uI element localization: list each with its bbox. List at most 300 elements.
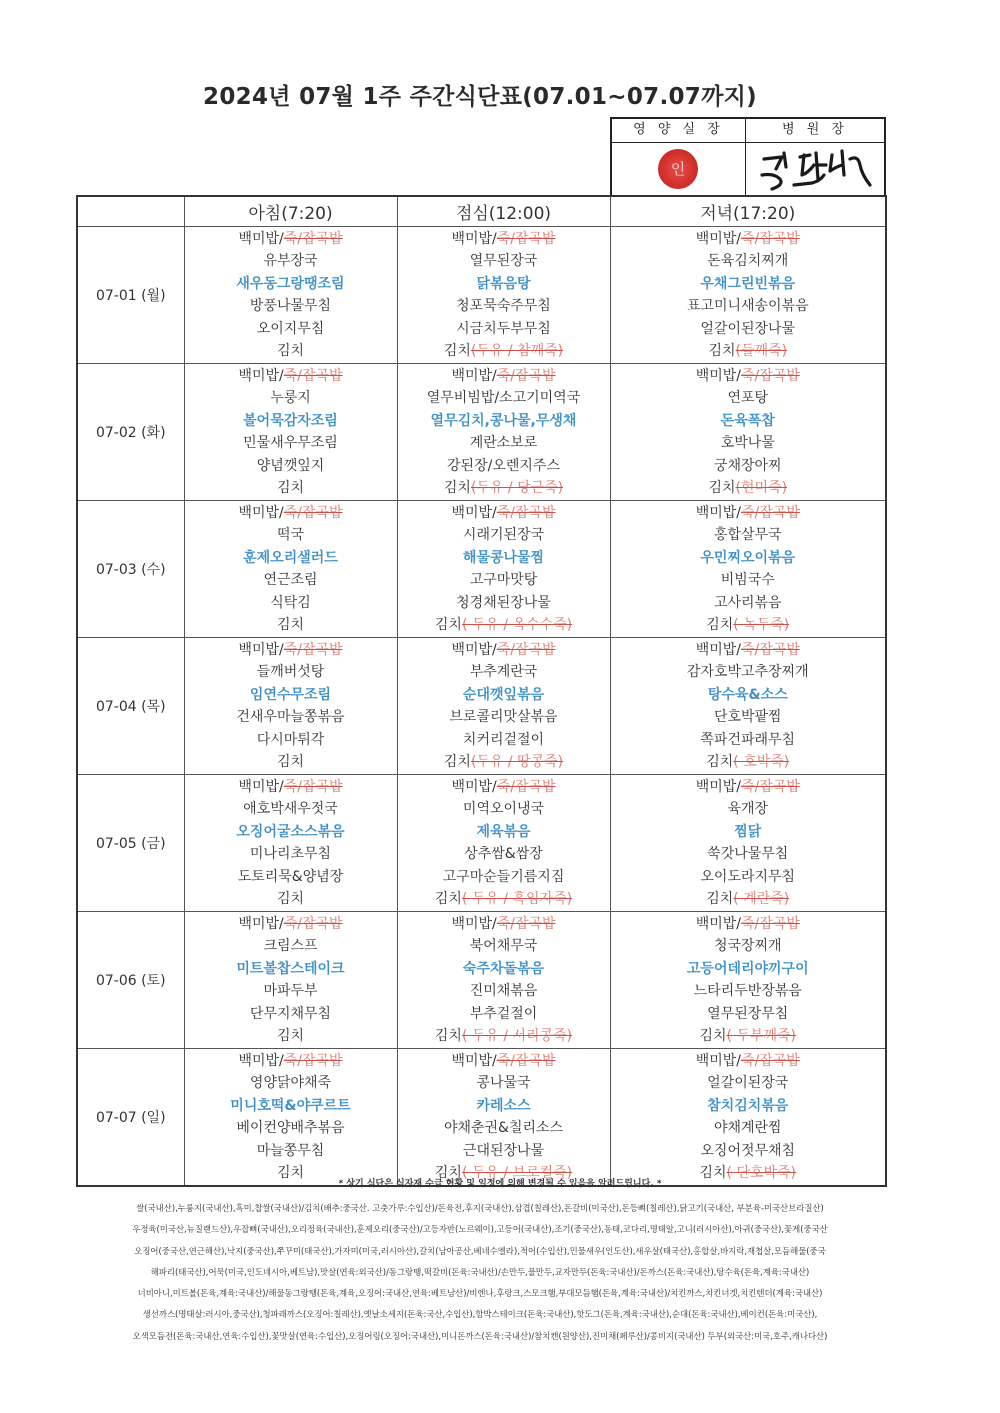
menu-item (611, 866, 886, 889)
menu-item-text: 양념깻잎지 (256, 457, 325, 474)
menu-item-text: 백미밥/ (451, 504, 497, 521)
menu-item-text: 식탁김 (270, 594, 311, 611)
menu-item (185, 1117, 397, 1140)
menu-item-text: 연포탕 (727, 390, 769, 406)
struck-alternative: 죽/잡곡밥 (496, 367, 556, 384)
menu-item-text: 열무된장국 (469, 253, 538, 269)
menu-item-text: 단호박팥찜 (713, 709, 782, 725)
menu-item-text: 연근조림 (263, 572, 318, 588)
menu-item-text: 김치 (276, 754, 305, 770)
menu-item (185, 365, 397, 388)
menu-item (185, 477, 397, 500)
struck-alternative: ( 두유 / 흑임자죽) (461, 891, 573, 907)
day-row (77, 226, 886, 363)
menu-item (611, 729, 886, 752)
menu-item-main-dish (611, 821, 886, 844)
menu-item (185, 935, 397, 958)
menu-item-text: 다시마튀각 (256, 731, 325, 748)
menu-item-text: 오이지무침 (256, 320, 325, 337)
menu-item-text: 건새우마늘쫑볶음 (236, 709, 345, 725)
menu-item (611, 318, 886, 341)
menu-item-main-dish (398, 547, 610, 570)
header-lunch: 점심(12:00) (397, 196, 610, 226)
menu-item-main-dish (185, 684, 397, 707)
day-label: 07-04 (목) (77, 637, 184, 774)
menu-item (611, 340, 886, 363)
menu-item (611, 661, 886, 684)
menu-item (185, 524, 397, 547)
menu-item-text: 미나리초무침 (249, 846, 332, 862)
day-row (77, 911, 886, 1048)
header-row (77, 196, 886, 226)
menu-item (611, 913, 886, 936)
menu-item-main-dish (611, 1095, 886, 1118)
menu-item-text: 비빔국수 (720, 572, 775, 588)
menu-item (185, 614, 397, 637)
menu-item-text: 참치김치볶음 (707, 1097, 789, 1114)
menu-item-text: 강된장/오렌지주스 (447, 457, 560, 474)
origin-line: 너비아니,미트볼(돈육,계육:국내산)/해물동그랑땡(돈육,계육,오징어:국내산,연육:베트남산)/비엔나,후랑크,스모크햄,부대모듬햄(돈육,계육:국내산)/치킨까스,치킨너겟,치킨텐더(계육:국내산) (137, 1288, 823, 1299)
struck-alternative: 죽/잡곡밥 (740, 504, 800, 521)
menu-item (398, 340, 610, 363)
struck-alternative: ( 두부깨죽) (726, 1028, 797, 1044)
day-label: 07-01 (월) (77, 226, 184, 363)
menu-item (185, 502, 397, 525)
menu-item-text: 백미밥/ (695, 367, 741, 384)
origin-info (70, 1198, 890, 1347)
menu-item-text: 호박나물 (720, 435, 775, 451)
menu-item (611, 455, 886, 478)
menu-item-main-dish (611, 547, 886, 570)
menu-item-text: 쑥갓나물무침 (707, 846, 789, 862)
menu-item-text: 시금치두부무침 (456, 320, 551, 337)
menu-item (185, 980, 397, 1003)
lunch-cell (397, 911, 610, 1048)
menu-item-main-dish (611, 684, 886, 707)
menu-item-text: 카레소스 (476, 1097, 531, 1114)
change-notice: * 상기 식단은 식자재 수급 현황 및 일정에 의해 변경될 수 있음을 알려드립니다. * (338, 1179, 662, 1189)
menu-item-main-dish (611, 958, 886, 981)
menu-item-text: 백미밥/ (695, 641, 741, 658)
menu-item (611, 1072, 886, 1095)
struck-alternative: 죽/잡곡밥 (283, 367, 343, 384)
menu-item-text: 계란소보로 (469, 435, 538, 451)
menu-item (398, 935, 610, 958)
menu-item-text: 오징어굴소스볶음 (236, 823, 345, 840)
menu-item-text: 브로콜리맛살볶음 (449, 709, 558, 725)
menu-item-text: 치커리겉절이 (462, 731, 545, 748)
menu-item-text: 백미밥/ (451, 367, 497, 384)
menu-item-text: 찜닭 (734, 823, 762, 840)
struck-alternative: (두유 / 참깨죽) (470, 343, 564, 359)
nutritionist-label: 영 양 실 장 (612, 119, 746, 143)
menu-item-text: 김치 (708, 480, 736, 496)
struck-alternative: 죽/잡곡밥 (740, 230, 800, 247)
menu-item-text: 김치 (699, 1165, 727, 1181)
menu-item-text: 돈육김치찌개 (707, 253, 789, 269)
menu-item (185, 318, 397, 341)
menu-item-text: 방풍나물무침 (249, 298, 332, 314)
menu-item (611, 751, 886, 774)
menu-item (611, 1050, 886, 1073)
menu-item (398, 432, 610, 455)
struck-alternative: ( 두유 / 옥수수죽) (461, 617, 573, 633)
struck-alternative: 죽/잡곡밥 (496, 1052, 556, 1069)
menu-item-text: 김치 (443, 480, 471, 496)
menu-item-text: 들깨버섯탕 (256, 664, 325, 680)
breakfast-cell (184, 774, 397, 911)
menu-item-text: 도토리묵&양념장 (237, 868, 344, 885)
menu-item (398, 888, 610, 911)
menu-item-text: 마파두부 (263, 983, 318, 999)
menu-item-text: 김치 (434, 1165, 462, 1181)
menu-item (185, 661, 397, 684)
struck-alternative: 죽/잡곡밥 (740, 778, 800, 795)
menu-item-text: 백미밥/ (238, 230, 284, 247)
menu-item (398, 1050, 610, 1073)
menu-item (398, 502, 610, 525)
struck-alternative: (들깨죽) (735, 343, 788, 359)
struck-alternative: 죽/잡곡밥 (283, 915, 343, 932)
menu-item-text: 백미밥/ (451, 641, 497, 658)
menu-item (185, 592, 397, 615)
struck-alternative: 죽/잡곡밥 (740, 641, 800, 658)
menu-item (398, 455, 610, 478)
menu-item-main-dish (398, 1095, 610, 1118)
menu-item-text: 육개장 (727, 801, 769, 817)
menu-item (185, 866, 397, 889)
menu-item-text: 김치 (434, 891, 462, 907)
origin-line: 우정육(미국산,뉴질랜드산),우잡뼈(국내산),오리정육(국내산),훈제오리(중국산)/고등자반(노르웨이),고등어(국내산),조기(중국산),동태,코다리,명태알,고니(러시아산),아귀(중국산),꽃게(중국산 (132, 1224, 828, 1235)
menu-item-text: 백미밥/ (451, 230, 497, 247)
day-label: 07-07 (일) (77, 1048, 184, 1186)
breakfast-cell (184, 363, 397, 500)
struck-alternative: 죽/잡곡밥 (283, 778, 343, 795)
menu-item (398, 1003, 610, 1026)
menu-item (185, 888, 397, 911)
menu-item-text: 표고미니새송이볶음 (686, 298, 809, 314)
menu-item (185, 1025, 397, 1048)
handwritten-signature (754, 145, 878, 193)
day-row (77, 774, 886, 911)
menu-item-text: 민물새우무조림 (243, 435, 338, 451)
menu-item-text: 우채그린빈볶음 (700, 275, 796, 292)
day-row (77, 500, 886, 637)
director-label: 병 원 장 (746, 119, 884, 143)
menu-item (398, 365, 610, 388)
dinner-cell (610, 637, 886, 774)
menu-item-text: 백미밥/ (238, 641, 284, 658)
struck-alternative: ( 두유 / 브로컬죽) (461, 1165, 573, 1181)
menu-item-main-dish (185, 273, 397, 296)
menu-item (398, 524, 610, 547)
menu-item-text: 진미채볶음 (469, 983, 538, 999)
lunch-cell (397, 363, 610, 500)
menu-item-main-dish (185, 547, 397, 570)
menu-item (611, 843, 886, 866)
menu-item (611, 935, 886, 958)
menu-item (185, 751, 397, 774)
menu-item-text: 백미밥/ (238, 1052, 284, 1069)
menu-item (611, 295, 886, 318)
menu-item-text: 야채춘권&칠리소스 (443, 1120, 564, 1136)
menu-item-text: 쪽파건파래무침 (700, 731, 796, 748)
breakfast-cell (184, 1048, 397, 1186)
day-row (77, 637, 886, 774)
struck-alternative: ( 두유 / 서리콩죽) (461, 1028, 573, 1044)
menu-item-text: 열무김치,콩나물,무생채 (430, 412, 577, 429)
origin-line: 쌀(국내산),누룽지(국내산),흑미,찹쌀(국내산)/김치(배추:중국산. 고춧가루:수입산)/돈육전,후지(국내산),삼겹(칠레산),돈갈비(미국산),돈등뼈(칠레산),닭고기(국내산, 부분육-미국산브라질산) (136, 1203, 824, 1213)
struck-alternative: 죽/잡곡밥 (283, 1052, 343, 1069)
menu-item (611, 502, 886, 525)
menu-item (611, 432, 886, 455)
menu-item (398, 592, 610, 615)
menu-item (611, 1025, 886, 1048)
menu-item-text: 순대깻잎볶음 (462, 686, 545, 703)
struck-alternative: ( 계란죽) (733, 891, 790, 907)
menu-item-text: 김치 (699, 1028, 727, 1044)
menu-item-text: 김치 (434, 617, 462, 633)
breakfast-cell (184, 500, 397, 637)
struck-alternative: 죽/잡곡밥 (740, 367, 800, 384)
menu-item-text: 마늘쫑무침 (256, 1142, 325, 1159)
menu-item (185, 455, 397, 478)
menu-item-text: 김치 (276, 1028, 305, 1044)
menu-item-text: 김치 (276, 891, 305, 907)
struck-alternative: 죽/잡곡밥 (496, 230, 556, 247)
seal-stamp: 인 (658, 149, 698, 189)
menu-item (398, 1140, 610, 1163)
menu-item-text: 김치 (434, 1028, 462, 1044)
menu-item (185, 1072, 397, 1095)
menu-item-main-dish (185, 410, 397, 433)
menu-item-text: 김치 (276, 1165, 305, 1181)
menu-item (398, 477, 610, 500)
menu-item (611, 592, 886, 615)
struck-alternative: ( 녹두죽) (733, 617, 790, 633)
menu-item (611, 614, 886, 637)
menu-item-text: 김치 (706, 891, 734, 907)
menu-item-main-dish (611, 410, 886, 433)
menu-item-text: 김치 (276, 343, 305, 359)
menu-item (398, 1117, 610, 1140)
menu-item (185, 1140, 397, 1163)
menu-item-main-dish (398, 821, 610, 844)
menu-item-text: 콩나물국 (476, 1075, 531, 1091)
struck-alternative: ( 호박죽) (733, 754, 790, 770)
menu-item (611, 1140, 886, 1163)
struck-alternative: 죽/잡곡밥 (496, 641, 556, 658)
breakfast-cell (184, 911, 397, 1048)
menu-item-text: 영양닭야채죽 (249, 1075, 332, 1091)
menu-item (611, 706, 886, 729)
menu-item-text: 제육볶음 (476, 823, 531, 840)
menu-item-text: 임연수무조림 (249, 686, 332, 703)
menu-item-text: 백미밥/ (238, 915, 284, 932)
menu-item-text: 탕수육&소스 (707, 686, 788, 703)
menu-item (398, 639, 610, 662)
breakfast-cell (184, 226, 397, 363)
menu-item (185, 1003, 397, 1026)
menu-item-text: 단무지채무침 (249, 1005, 332, 1022)
menu-item (398, 798, 610, 821)
menu-item-text: 감자호박고추장찌개 (686, 664, 809, 680)
header-breakfast: 아침(7:20) (184, 196, 397, 226)
day-label: 07-05 (금) (77, 774, 184, 911)
menu-item (611, 250, 886, 273)
struck-alternative: 죽/잡곡밥 (283, 504, 343, 521)
menu-item-text: 유부장국 (263, 253, 318, 269)
menu-item-text: 김치 (706, 754, 734, 770)
menu-item (398, 250, 610, 273)
menu-item-text: 닭볶음탕 (476, 275, 531, 292)
menu-item (185, 569, 397, 592)
menu-item-text: 훈제오리샐러드 (243, 549, 338, 566)
day-row (77, 363, 886, 500)
menu-item-text: 청국장찌개 (713, 938, 782, 954)
menu-item-text: 미트볼찹스테이크 (236, 960, 345, 977)
menu-item-text: 북어채무국 (469, 938, 538, 954)
struck-alternative: (두유 / 땅콩죽) (470, 754, 564, 770)
menu-item-text: 누룽지 (270, 390, 311, 406)
menu-item-text: 김치 (276, 617, 305, 633)
struck-alternative: 죽/잡곡밥 (283, 230, 343, 247)
menu-item-main-dish (398, 958, 610, 981)
menu-item-text: 얼갈이된장나물 (700, 320, 796, 337)
menu-item (611, 776, 886, 799)
menu-item (611, 569, 886, 592)
menu-item (398, 295, 610, 318)
day-label: 07-06 (토) (77, 911, 184, 1048)
day-label: 07-03 (수) (77, 500, 184, 637)
menu-item-text: 고구마맛탕 (469, 572, 538, 588)
menu-item-text: 백미밥/ (695, 230, 741, 247)
lunch-cell (397, 774, 610, 911)
menu-item (398, 1025, 610, 1048)
lunch-cell (397, 637, 610, 774)
menu-item (398, 614, 610, 637)
page-title: 2024년 07월 1주 주간식단표(07.01~07.07까지) (203, 84, 757, 110)
day-label: 07-02 (화) (77, 363, 184, 500)
menu-item (611, 639, 886, 662)
struck-alternative: 죽/잡곡밥 (496, 915, 556, 932)
approval-box (610, 117, 886, 197)
menu-item-text: 얼갈이된장국 (707, 1075, 789, 1091)
menu-item (398, 1072, 610, 1095)
menu-item (398, 387, 610, 410)
menu-item (185, 639, 397, 662)
struck-alternative: 죽/잡곡밥 (740, 1052, 800, 1069)
menu-item (398, 228, 610, 251)
menu-item (398, 843, 610, 866)
menu-item-text: 김치 (706, 617, 734, 633)
dinner-cell (610, 1048, 886, 1186)
menu-item (185, 228, 397, 251)
menu-item (398, 569, 610, 592)
menu-item (398, 706, 610, 729)
menu-item (611, 365, 886, 388)
dinner-cell (610, 500, 886, 637)
dinner-cell (610, 226, 886, 363)
menu-item-text: 크림스프 (263, 938, 318, 954)
menu-item-text: 백미밥/ (451, 915, 497, 932)
menu-item-text: 야채계란찜 (713, 1120, 782, 1136)
lunch-cell (397, 226, 610, 363)
menu-item-text: 백미밥/ (695, 778, 741, 795)
menu-item (398, 866, 610, 889)
menu-item-main-dish (185, 958, 397, 981)
menu-item-text: 우민찌오이볶음 (700, 549, 796, 566)
menu-item-text: 베이컨양배추볶음 (236, 1120, 345, 1136)
menu-item-text: 근대된장나물 (462, 1142, 545, 1159)
menu-item-text: 백미밥/ (238, 504, 284, 521)
lunch-cell (397, 1048, 610, 1186)
menu-item-text: 부추계란국 (469, 664, 538, 680)
origin-line: 생선까스(명태살:러시아,중국산),청파래까스(오징어:칠레산),옛날소세지(돈육:국산,수입산),함박스테이크(돈육:국내산),핫도그(돈육,계육:국내산),순대(돈육:국내산),베이컨(돈육:미국산), (142, 1309, 818, 1320)
dinner-cell (610, 774, 886, 911)
menu-item (611, 477, 886, 500)
origin-line: 오색모듬전(돈육:국내산,연육:수입산),꽃맛살(연육:수입산),오징어링(오징어:국내산),미니돈까스(돈육:국내산)/참치캔(원양산),진미채(페루산)/콩비지(국내산) 두부(외국산:미국,호주,캐나다산) (132, 1330, 828, 1341)
breakfast-cell (184, 637, 397, 774)
menu-item-text: 떡국 (276, 527, 305, 543)
menu-item-text: 고구마순들기름지짐 (442, 868, 565, 885)
menu-item-text: 부추겉절이 (469, 1005, 538, 1022)
menu-item-text: 김치 (276, 480, 305, 496)
director-signature-cell (746, 143, 884, 195)
menu-item-text: 볼어묵감자조림 (243, 412, 338, 429)
menu-item (185, 250, 397, 273)
menu-item-text: 고사리볶음 (713, 594, 782, 611)
header-dinner: 저녁(17:20) (610, 196, 886, 226)
menu-item-main-dish (185, 1095, 397, 1118)
lunch-cell (397, 500, 610, 637)
menu-item (611, 1117, 886, 1140)
menu-item-text: 김치 (443, 343, 471, 359)
menu-item (398, 729, 610, 752)
struck-alternative: 죽/잡곡밥 (283, 641, 343, 658)
nutritionist-stamp-cell (612, 143, 746, 195)
menu-item (398, 661, 610, 684)
menu-item-text: 백미밥/ (238, 367, 284, 384)
menu-item (398, 751, 610, 774)
menu-item-text: 오이도라지무침 (700, 868, 796, 885)
header-corner (77, 196, 184, 226)
day-row (77, 1048, 886, 1186)
struck-alternative: (두유 / 당근죽) (470, 480, 564, 496)
menu-item-text: 고등어데리야끼구이 (686, 960, 809, 977)
menu-item-main-dish (611, 273, 886, 296)
menu-item-text: 애호박새우젓국 (243, 801, 338, 817)
menu-item (611, 1003, 886, 1026)
menu-item (185, 843, 397, 866)
menu-item-text: 미니호떡&야쿠르트 (230, 1097, 351, 1114)
menu-item-text: 돈육폭찹 (720, 412, 775, 429)
menu-item-text: 오징어젓무채침 (700, 1142, 796, 1159)
menu-item-text: 청경채된장나물 (456, 594, 551, 611)
menu-item-text: 새우동그랑땡조림 (236, 275, 345, 292)
dinner-cell (610, 911, 886, 1048)
menu-item-text: 미역오이냉국 (462, 801, 545, 817)
menu-item-text: 백미밥/ (695, 1052, 741, 1069)
menu-item-text: 해물콩나물찜 (462, 549, 545, 566)
origin-line: 해파리(태국산),어묵(미국,인도네시아,베트남),맛살(연육:외국산)/동그랑땡,떡갈비(돈육:국내산)/손만두,물만두,교자만두(돈육:국내산)/돈까스(돈육:국내산),탕수육(돈육,계육:국내산) (150, 1266, 810, 1277)
menu-item-text: 열무비빔밥/소고기미역국 (426, 390, 581, 406)
menu-item-text: 열무된장무침 (707, 1005, 789, 1022)
menu-item (611, 798, 886, 821)
menu-item (185, 706, 397, 729)
menu-item (611, 228, 886, 251)
menu-item (185, 776, 397, 799)
